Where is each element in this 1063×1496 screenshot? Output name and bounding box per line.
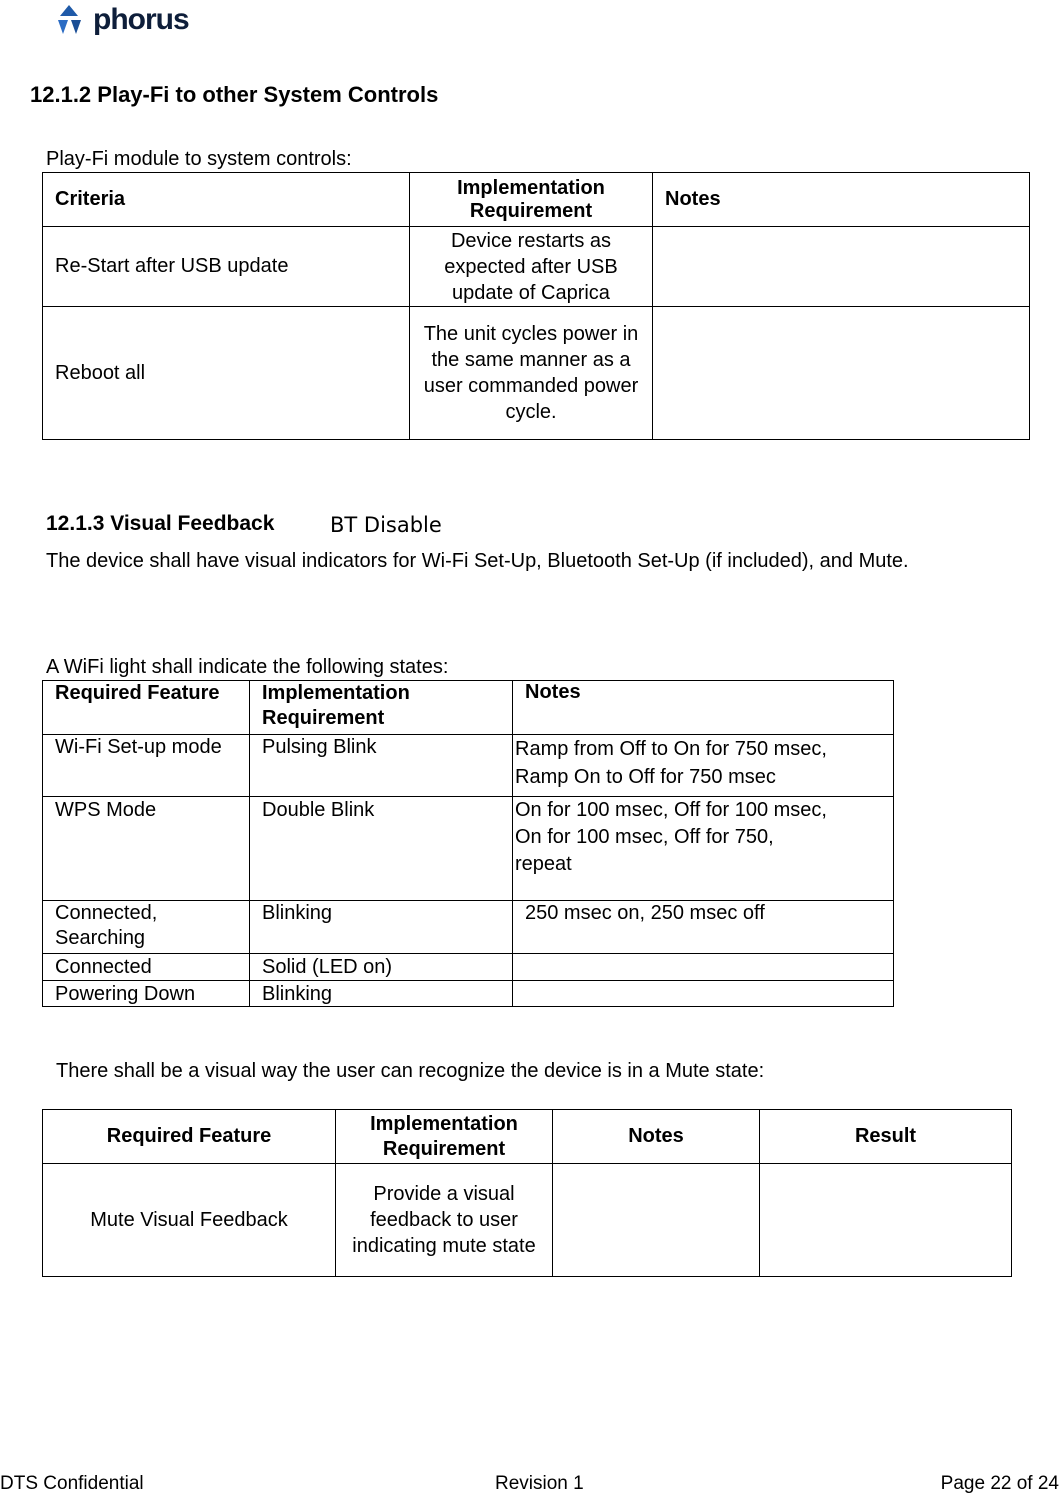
footer-revision: Revision 1: [495, 1473, 584, 1494]
table-header: Result: [760, 1110, 1012, 1164]
table-cell: [513, 954, 894, 981]
table-cell: Double Blink: [250, 797, 513, 901]
table-row: [43, 307, 1030, 440]
section-body: The device shall have visual indicators for Wi-Fi Set-Up, Bluetooth Set-Up (if included), and Mute.: [46, 550, 909, 572]
table-header: Notes: [653, 173, 1030, 227]
brand-name: phorus: [93, 3, 189, 36]
table-header: Required Feature: [43, 1110, 336, 1164]
table-row: [43, 797, 894, 901]
mute-table: [42, 1109, 1012, 1277]
table-header: Notes: [513, 681, 894, 735]
footer-page-number: Page 22 of 24: [940, 1473, 1059, 1494]
table-header-row: [43, 681, 894, 735]
notes-line: Ramp On to Off for 750 msec: [515, 766, 776, 788]
table-cell: 250 msec on, 250 msec off: [513, 901, 894, 954]
table-cell: [553, 1164, 760, 1277]
section-title: 12.1.3 Visual Feedback: [46, 512, 275, 535]
table-header: Implementation Requirement: [410, 173, 653, 227]
notes-line: Ramp from Off to On for 750 msec,: [515, 738, 827, 760]
table-cell: Re-Start after USB update: [43, 227, 410, 307]
table-header: Implementation Requirement: [250, 681, 513, 735]
controls-table: [42, 172, 1030, 440]
wifi-states-table: [42, 680, 894, 1007]
table-cell: Provide a visual feedback to user indicating mute state: [336, 1164, 553, 1277]
table-cell: [760, 1164, 1012, 1277]
table-row: [43, 227, 1030, 307]
table-header: Criteria: [43, 173, 410, 227]
table-cell: [513, 735, 894, 797]
wifi-intro: A WiFi light shall indicate the following states:: [46, 656, 449, 678]
table-cell: Reboot all: [43, 307, 410, 440]
table-header-row: [43, 1110, 1012, 1164]
table-cell: [653, 307, 1030, 440]
table-row: [43, 735, 894, 797]
table-row: [43, 981, 894, 1007]
table-row: [43, 901, 894, 954]
table-header: Notes: [553, 1110, 760, 1164]
table-cell: Blinking: [250, 981, 513, 1007]
table-cell: Device restarts as expected after USB update of Caprica: [410, 227, 653, 307]
table-cell: [653, 227, 1030, 307]
table-header: Implementation Requirement: [336, 1110, 553, 1164]
table-cell: Powering Down: [43, 981, 250, 1007]
annotation-text: BT Disable: [330, 513, 442, 537]
table-cell: Mute Visual Feedback: [43, 1164, 336, 1277]
table-row: [43, 954, 894, 981]
table-cell: The unit cycles power in the same manner as a user commanded power cycle.: [410, 307, 653, 440]
table-cell: Connected, Searching: [43, 901, 250, 954]
table-header-row: [43, 173, 1030, 227]
table-header: Required Feature: [43, 681, 250, 735]
table-cell: [513, 981, 894, 1007]
mute-intro: There shall be a visual way the user can recognize the device is in a Mute state:: [56, 1060, 765, 1082]
section-intro: Play-Fi module to system controls:: [46, 148, 352, 170]
table-cell: Blinking: [250, 901, 513, 954]
section-title: 12.1.2 Play-Fi to other System Controls: [30, 82, 439, 107]
table-cell: WPS Mode: [43, 797, 250, 901]
table-cell: Solid (LED on): [250, 954, 513, 981]
table-cell: Pulsing Blink: [250, 735, 513, 797]
footer-confidential: DTS Confidential: [0, 1473, 144, 1494]
table-cell: Connected: [43, 954, 250, 981]
table-row: [43, 1164, 1012, 1277]
table-cell: Wi-Fi Set-up mode: [43, 735, 250, 797]
table-cell: On for 100 msec, Off for 100 msec, On for 100 msec, Off for 750, repeat: [513, 797, 894, 901]
